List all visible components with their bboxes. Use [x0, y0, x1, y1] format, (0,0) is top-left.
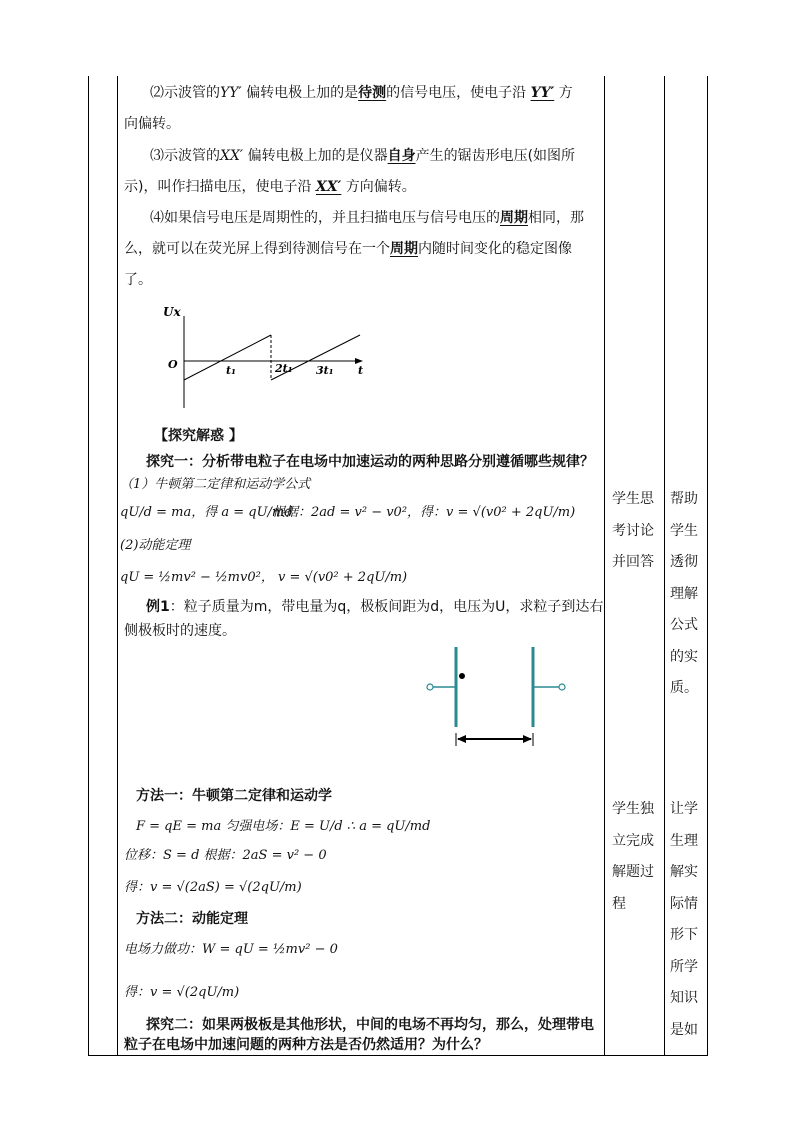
design-intent-1 — [670, 484, 716, 705]
text: 质。 — [670, 680, 698, 696]
example-1-line1 — [146, 597, 603, 617]
text: ⑷如果信号电压是周期性的，并且扫描电压与信号电压的 — [150, 210, 500, 226]
arrowhead-left — [457, 735, 466, 743]
text: 理解 — [670, 585, 698, 602]
text: 是如 — [670, 1021, 698, 1038]
method-1-eq1: qU/d = ma，得 a = qU/md — [120, 505, 293, 520]
left-terminal — [427, 684, 433, 690]
student-activity-2 — [612, 794, 658, 920]
example-label: 例1 — [146, 599, 170, 615]
text: 的实 — [670, 648, 698, 665]
design-intent-2 — [670, 794, 716, 1046]
method-two-eq1: 电场力做功：W = qU = ½mv² − 0 — [124, 942, 338, 957]
student-activity-1 — [612, 484, 658, 579]
sawtooth-graph — [155, 298, 375, 418]
keyword: 周期 — [390, 241, 418, 257]
method-1-title: （1）牛顿第二定律和运动学公式 — [120, 477, 311, 492]
para-4-line1 — [150, 208, 584, 228]
text: 程 — [612, 895, 626, 912]
text: 立完成 — [612, 832, 654, 849]
method-2-eq: qU = ½mv² − ½mv0²， v = √(v0² + 2qU/m) — [120, 570, 408, 585]
text: 形下 — [670, 927, 698, 943]
table-border-3 — [604, 76, 605, 1055]
method-two-eq2: 得：v = √(2qU/m) — [124, 985, 240, 1000]
text: 方向偏转。 — [341, 179, 416, 195]
text: 解题过 — [612, 864, 654, 880]
text: 生理 — [670, 832, 698, 849]
arrowhead-right — [523, 735, 532, 743]
text: ：粒子质量为m，带电量为q，极板间距为d，电压为U，求粒子到达右 — [169, 599, 604, 615]
section-heading: 【探究解惑 】 — [154, 428, 243, 444]
text: 学生独 — [612, 801, 654, 817]
text: 么，就可以在荧光屏上得到待测信号在一个 — [124, 241, 390, 257]
text: 相同，那 — [528, 210, 584, 226]
table-border-left — [88, 76, 89, 1055]
particle — [459, 673, 465, 679]
para-2-line1 — [150, 83, 573, 103]
method-1-eq2: 根据：2ad = v² − v0²，得：v = √(v0² + 2qU/m) — [272, 505, 576, 520]
text: 方 — [554, 85, 573, 101]
para-4-line2 — [124, 239, 572, 259]
text: 所学 — [670, 958, 698, 975]
text: 学生思 — [612, 491, 654, 507]
text: 际情 — [670, 895, 698, 912]
text: 内随时间变化的稳定图像 — [418, 241, 572, 257]
text: 产生的锯齿形电压(如图所 — [415, 148, 576, 164]
question-2-line2: 粒子在电场中加速问题的两种方法是否仍然适用？为什么？ — [124, 1037, 488, 1053]
text: 解实 — [670, 864, 698, 880]
para-4-line3: 了。 — [124, 272, 152, 288]
text: 知识 — [670, 990, 698, 1006]
text: 公式 — [670, 617, 698, 633]
para-3-line2 — [124, 177, 416, 197]
question-2-line1: 探究二：如果两极板是其他形状，中间的电场不再均匀，那么，处理带电 — [146, 1017, 594, 1033]
right-terminal — [559, 684, 565, 690]
text: 的信号电压，使电子沿 — [386, 85, 531, 101]
graph-origin: O — [168, 358, 178, 371]
keyword: 自身 — [387, 148, 416, 164]
method-one-eq1: F = qE = ma 匀强电场：E = U/d ∴ a = qU/md — [136, 819, 431, 834]
method-one-eq3: 得：v = √(2aS) = √(2qU/m) — [124, 880, 302, 895]
text: 学生 — [670, 522, 698, 539]
text: 示)，叫作扫描电压，使电子沿 — [124, 179, 316, 195]
text: 偏转电极上加的是仪器 — [243, 148, 388, 164]
table-border-bottom — [88, 1055, 708, 1056]
text: 让学 — [670, 801, 698, 817]
method-one-eq2: 位移：S = d 根据：2aS = v² − 0 — [124, 848, 327, 863]
text: 透彻 — [670, 554, 698, 570]
keyword: YY′ — [530, 85, 555, 101]
text: ⑶示波管的 — [150, 148, 220, 164]
graph-3t1: 3t₁ — [316, 364, 334, 377]
method-two-title: 方法二：动能定理 — [136, 911, 248, 927]
table-border-2 — [117, 76, 118, 1055]
para-2-line2: 向偏转。 — [124, 116, 180, 132]
question-1: 探究一：分析带电粒子在电场中加速运动的两种思路分别遵循哪些规律？ — [146, 454, 594, 470]
text: 考讨论 — [612, 522, 654, 539]
example-1-line2: 侧极板时的速度。 — [124, 623, 236, 639]
graph-t: t — [358, 364, 364, 377]
text: 偏转电极上加的是 — [241, 85, 359, 101]
para-3-line1 — [150, 146, 575, 166]
graph-2t1: 2t₁ — [275, 362, 293, 375]
table-border-4 — [664, 76, 665, 1055]
capacitor-diagram — [422, 643, 572, 753]
text: 帮助 — [670, 491, 698, 507]
graph-ylabel: Ux — [163, 305, 181, 319]
method-one-title: 方法一：牛顿第二定律和运动学 — [136, 788, 332, 804]
method-2-title: (2)动能定理 — [120, 538, 191, 553]
text: 并回答 — [612, 554, 654, 570]
graph-t1: t₁ — [226, 364, 236, 377]
text: XX′ — [220, 148, 244, 164]
text: YY′ — [220, 85, 242, 101]
keyword: 周期 — [500, 210, 528, 226]
text: ⑵示波管的 — [150, 85, 220, 101]
keyword: 待测 — [358, 85, 387, 101]
keyword: XX′ — [315, 179, 342, 195]
